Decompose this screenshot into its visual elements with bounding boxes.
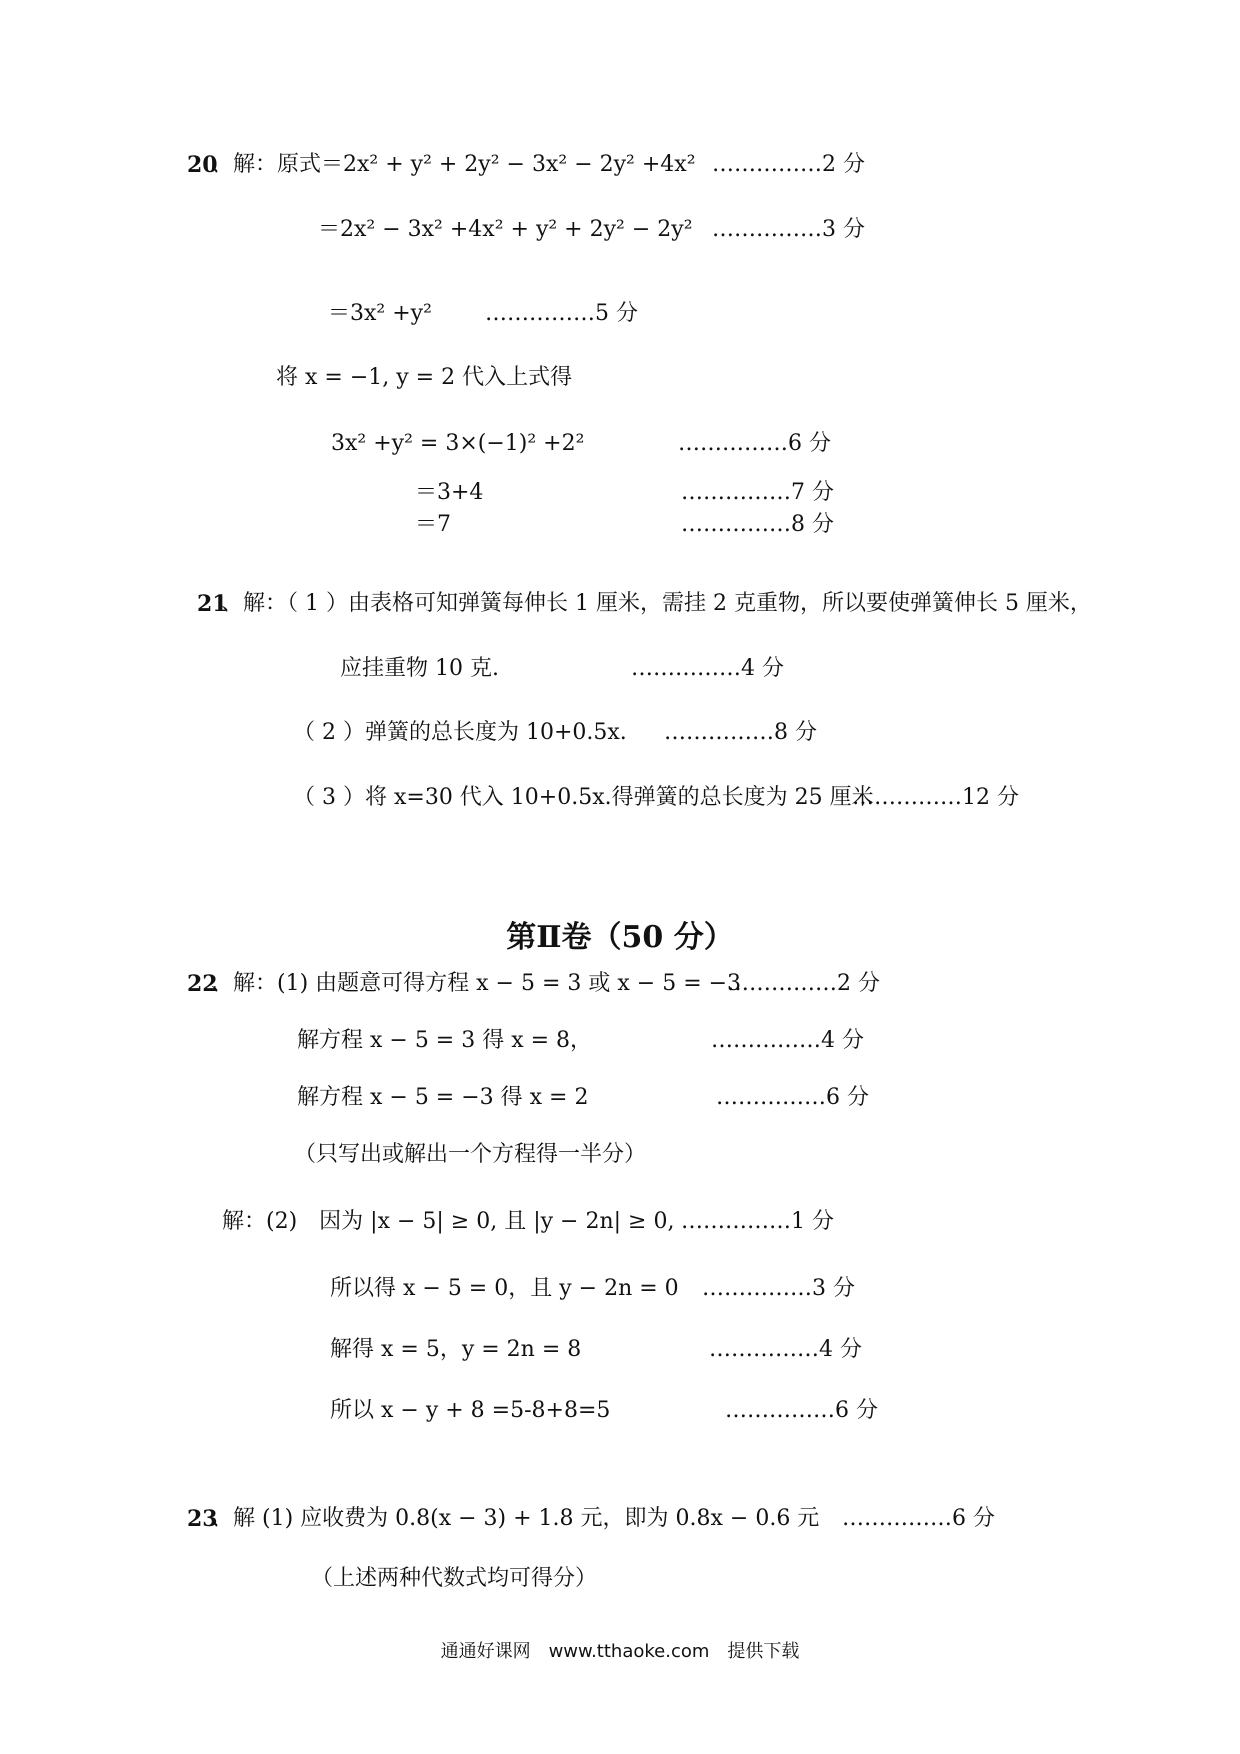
q21-line-3-score: ……………8 分 bbox=[664, 720, 817, 745]
q22-line-8-score: ……………6 分 bbox=[725, 1398, 878, 1423]
q22-line-4 bbox=[0, 1138, 1240, 1172]
q22-line-7-text: 解得 x = 5，y = 2n = 8 bbox=[330, 1337, 582, 1362]
q23-line-1-score: ……………6 分 bbox=[842, 1506, 995, 1531]
q20-line-2-score: ……………3 分 bbox=[712, 217, 865, 242]
q22-line-1-text: 、解：(1) 由题意可得方程 x − 5 = 3 或 x − 5 = −3 bbox=[211, 971, 742, 996]
q23-line-2-text: （上述两种代数式均可得分） bbox=[311, 1566, 598, 1591]
q22-line-1-score: ……………2 分 bbox=[727, 971, 880, 996]
q20-line-3 bbox=[0, 297, 1240, 331]
q23-line-1 bbox=[0, 1502, 1240, 1536]
q21-line-4 bbox=[0, 781, 1240, 815]
q23-number: 23 bbox=[187, 1506, 218, 1532]
q20-line-1-text: 、解：原式＝2x² + y² + 2y² − 3x² − 2y² +4x² bbox=[211, 152, 696, 177]
q20-line-7-score: ……………8 分 bbox=[681, 512, 834, 537]
q21-line-4-text: （ 3 ）将 x=30 代入 10+0.5x.得弹簧的总长度为 25 厘米 bbox=[293, 785, 874, 810]
q20-line-2-text: ＝2x² − 3x² +4x² + y² + 2y² − 2y² bbox=[318, 217, 693, 242]
q21-line-1 bbox=[0, 587, 1240, 621]
q21-number: 21 bbox=[197, 591, 228, 617]
q20-line-3-score: ……………5 分 bbox=[485, 301, 638, 326]
q20-line-5-text: 3x² +y² = 3×(−1)² +2² bbox=[331, 431, 585, 456]
q20-line-1 bbox=[0, 148, 1240, 182]
q23-line-1-text: 、解 (1) 应收费为 0.8(x − 3) + 1.8 元，即为 0.8x − 0.6 元 bbox=[211, 1506, 820, 1531]
q22-line-5-text: 解：(2) 因为 |x − 5| ≥ 0, 且 |y − 2n| ≥ 0, bbox=[222, 1209, 675, 1234]
q20-line-2 bbox=[0, 213, 1240, 247]
q22-line-2-text: 解方程 x − 5 = 3 得 x = 8， bbox=[297, 1028, 593, 1053]
q22-line-7 bbox=[0, 1333, 1240, 1367]
q21-line-2 bbox=[0, 652, 1240, 686]
q20-line-3-text: ＝3x² +y² bbox=[328, 301, 432, 326]
q21-line-3 bbox=[0, 716, 1240, 750]
q22-line-1 bbox=[0, 967, 1240, 1001]
q21-line-1-text: 、解：（ 1 ）由表格可知弹簧每伸长 1 厘米，需挂 2 克重物，所以要使弹簧伸长 5 厘米， bbox=[221, 591, 1092, 616]
section-title: 第Ⅱ卷（50 分） bbox=[506, 920, 734, 955]
q22-line-6 bbox=[0, 1272, 1240, 1306]
q22-line-4-text: （只写出或解出一个方程得一半分） bbox=[294, 1142, 647, 1167]
q20-line-6 bbox=[0, 476, 1240, 510]
q22-line-3-score: ……………6 分 bbox=[716, 1085, 869, 1110]
q20-line-5 bbox=[0, 427, 1240, 461]
q22-line-6-score: ……………3 分 bbox=[702, 1276, 855, 1301]
q20-line-4-text: 将 x = −1, y = 2 代入上式得 bbox=[276, 365, 573, 390]
q22-line-8-text: 所以 x − y + 8 =5-8+8=5 bbox=[330, 1398, 611, 1423]
q20-line-7 bbox=[0, 508, 1240, 542]
q22-line-2 bbox=[0, 1024, 1240, 1058]
q22-number: 22 bbox=[187, 971, 218, 997]
q22-line-3-text: 解方程 x − 5 = −3 得 x = 2 bbox=[297, 1085, 589, 1110]
q21-line-3-text: （ 2 ）弹簧的总长度为 10+0.5x. bbox=[293, 720, 627, 745]
q22-line-7-score: ……………4 分 bbox=[709, 1337, 862, 1362]
q21-line-4-score: ……………12 分 bbox=[852, 785, 1019, 810]
q22-line-3 bbox=[0, 1081, 1240, 1115]
q21-line-2-text: 应挂重物 10 克. bbox=[340, 656, 499, 681]
q22-line-2-score: ……………4 分 bbox=[711, 1028, 864, 1053]
q22-line-5 bbox=[0, 1205, 1240, 1239]
q21-line-2-score: ……………4 分 bbox=[631, 656, 784, 681]
q20-number: 20 bbox=[187, 152, 218, 178]
q22-line-6-text: 所以得 x − 5 = 0，且 y − 2n = 0 bbox=[330, 1276, 679, 1301]
q20-line-5-score: ……………6 分 bbox=[678, 431, 831, 456]
q20-line-6-score: ……………7 分 bbox=[681, 480, 834, 505]
footer-source: 通通好课网 www.tthaoke.com 提供下载 bbox=[440, 1641, 800, 1662]
q23-line-2 bbox=[0, 1562, 1240, 1596]
q20-line-6-text: ＝3+4 bbox=[415, 480, 484, 505]
q20-line-1-score: ……………2 分 bbox=[712, 152, 865, 177]
q22-line-5-score: ……………1 分 bbox=[681, 1209, 834, 1234]
q20-line-7-text: ＝7 bbox=[415, 512, 451, 537]
q22-line-8 bbox=[0, 1394, 1240, 1428]
q20-line-4 bbox=[0, 361, 1240, 395]
